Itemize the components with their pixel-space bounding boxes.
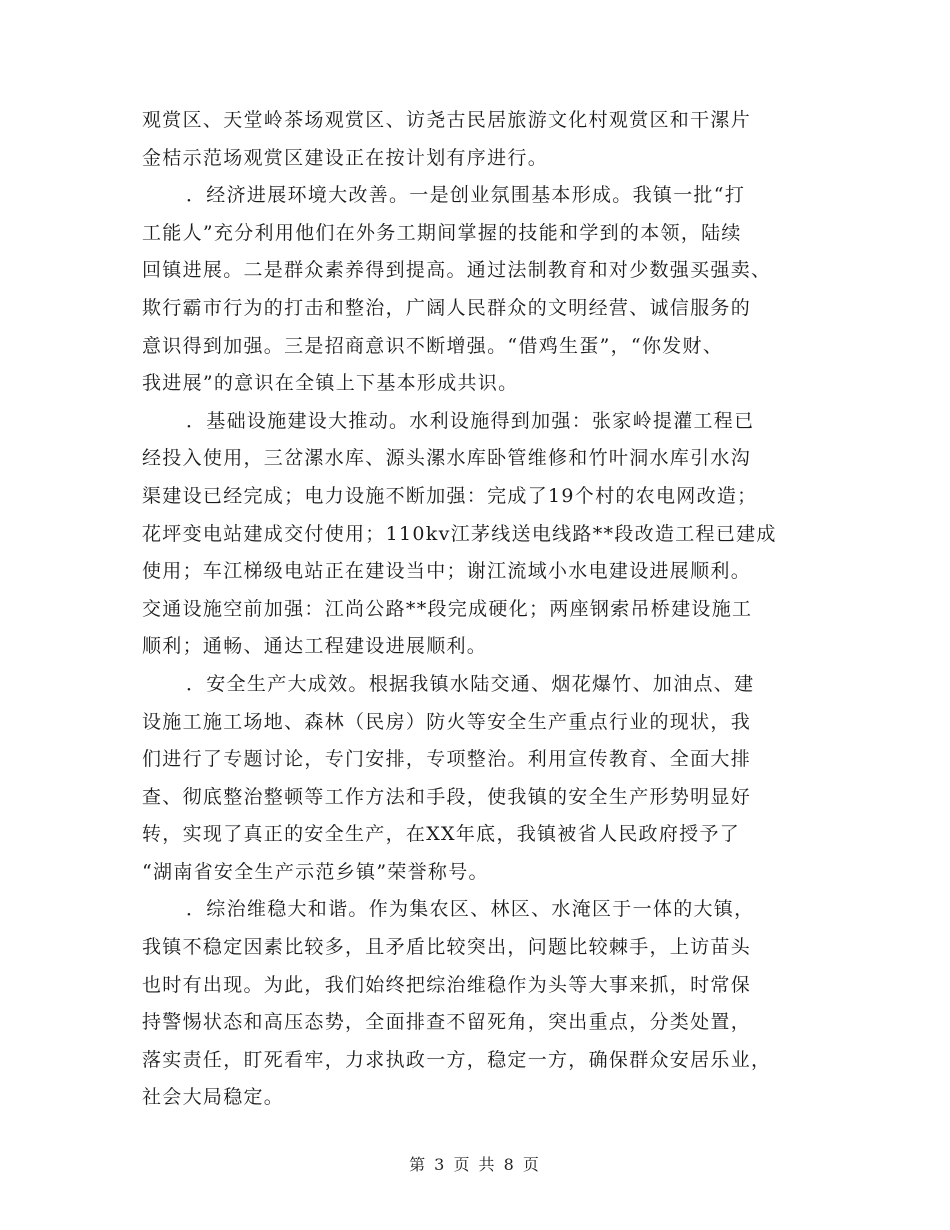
text-line: 落实责任，盯死看牢，力求执政一方，稳定一方，确保群众安居乐业， <box>142 1048 772 1071</box>
text-line: 设施工施工场地、森林（民房）防火等安全生产重点行业的现状，我 <box>142 710 752 733</box>
paragraph-start-line: ．基础设施建设大推动。水利设施得到加强：张家岭提灌工程已 <box>186 409 755 432</box>
paragraph-start-line: ．经济进展环境大改善。一是创业氛围基本形成。我镇一批“打 <box>186 184 746 207</box>
text-line: 们进行了专题讨论，专门安排，专项整治。利用宣传教育、全面大排 <box>142 748 752 771</box>
text-line: 也时有出现。为此，我们始终把综治维稳作为头等大事来抓，时常保 <box>142 973 752 996</box>
text-line: 观赏区、天堂岭茶场观赏区、访尧古民居旅游文化村观赏区和干漯片 <box>142 109 752 131</box>
text-line: 意识得到加强。三是招商意识不断增强。“借鸡生蛋”，“你发财、 <box>142 334 724 357</box>
text-line: 我进展”的意识在全镇上下基本形成共识。 <box>142 372 519 395</box>
text-line: 欺行霸市行为的打击和整治，广阔人民群众的文明经营、诚信服务的 <box>142 296 752 319</box>
text-line: 持警惕状态和高压态势，全面排查不留死角，突出重点，分类处置， <box>142 1011 752 1034</box>
text-line: 回镇进展。二是群众素养得到提高。通过法制教育和对少数强买强卖、 <box>142 259 772 282</box>
paragraph-start-line: ．安全生产大成效。根据我镇水陆交通、烟花爆竹、加油点、建 <box>186 672 755 695</box>
text-line: 金桔示范场观赏区建设正在按计划有序进行。 <box>142 146 549 169</box>
paragraph-start-line: ．综治维稳大和谐。作为集农区、林区、水淹区于一体的大镇， <box>186 898 755 921</box>
text-line: 顺利；通畅、通达工程建设进展顺利。 <box>142 635 488 658</box>
text-line: 使用；车江梯级电站正在建设当中；谢江流域小水电建设进展顺利。 <box>142 560 752 583</box>
text-line: 社会大局稳定。 <box>142 1086 285 1109</box>
page-number-footer: 第 3 页 共 8 页 <box>409 1155 541 1174</box>
text-line: 我镇不稳定因素比较多，且矛盾比较突出，问题比较棘手，上访苗头 <box>142 936 752 959</box>
body-text <box>142 102 822 1117</box>
text-line: 转，实现了真正的安全生产，在XX年底，我镇被省人民政府授予了 <box>142 823 741 846</box>
text-line: 花坪变电站建成交付使用；110kv江茅线送电线路**段改造工程已建成 <box>142 522 777 545</box>
text-line: 查、彻底整治整顿等工作方法和手段，使我镇的安全生产形势明显好 <box>142 785 752 808</box>
text-line: “湖南省安全生产示范乡镇”荣誉称号。 <box>142 860 489 883</box>
text-line: 渠建设已经完成；电力设施不断加强：完成了19个村的农电网改造； <box>142 484 758 507</box>
text-line: 经投入使用，三岔漯水库、源头漯水库卧管维修和竹叶洞水库引水沟 <box>142 447 752 470</box>
text-line: 工能人”充分利用他们在外务工期间掌握的技能和学到的本领，陆续 <box>142 221 742 244</box>
text-line: 交通设施空前加强：江尚公路**段完成硬化；两座钢索吊桥建设施工 <box>142 597 753 620</box>
